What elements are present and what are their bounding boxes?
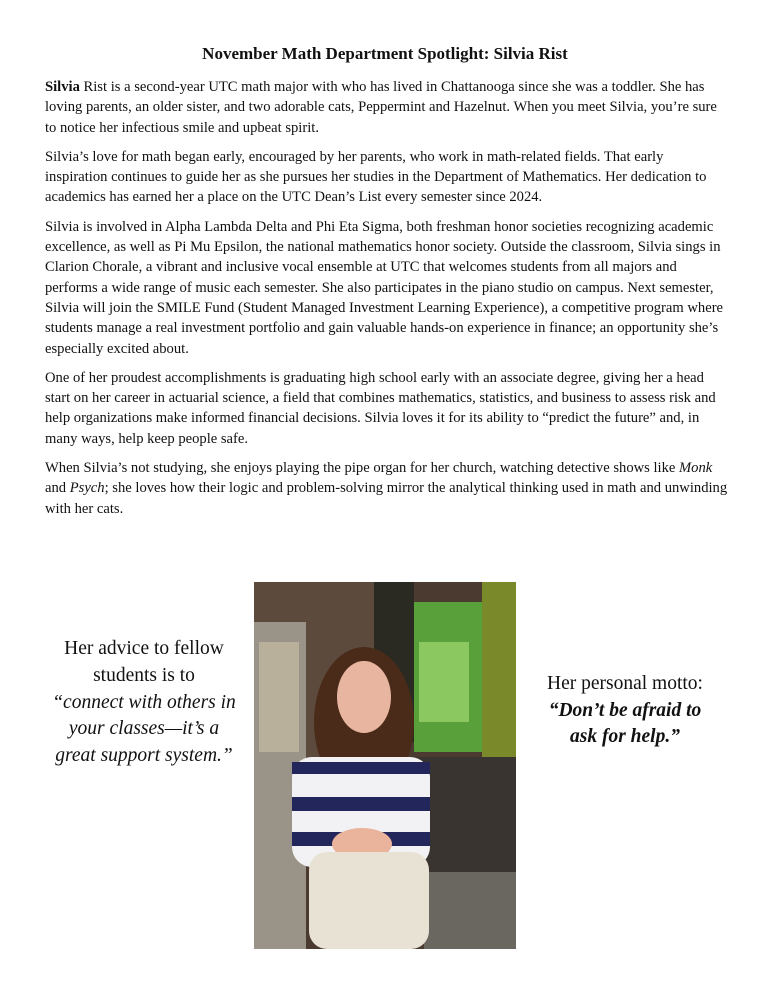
motto-intro: Her personal motto: (547, 673, 703, 694)
paragraph-text: When Silvia’s not studying, she enjoys playing the pipe organ for her church, watching detective shows like (45, 460, 680, 477)
advice-text: “connect with others in your classes—it’s a great support system.” (52, 691, 236, 767)
article-body (45, 77, 729, 528)
advice-quote (48, 636, 240, 770)
paragraph-hobbies (45, 458, 729, 519)
paragraph-math-love: Silvia’s love for math began early, encouraged by her parents, who work in math-related fields. That early inspiration continues to guide her as she pursues her studies in the Department of Mathematics. Her dedication to academics has earned her a place on the UTC Dean’s List every semester since 2024. (45, 148, 707, 206)
paragraph-text: Rist is a second-year UTC math major with who has lived in Chattanooga since she was a toddler. She has loving parents, an older sister, and two adorable cats, Peppermint and Hazelnut. When you meet Silvia, you’re sure to notice her infectious smile and upbeat spirit. (45, 79, 717, 136)
paragraph-text: ; she loves how their logic and problem-solving mirror the analytical thinking used in math and unwinding with her cats. (45, 480, 728, 517)
paragraph-text: and (45, 480, 70, 497)
show-title: Psych (69, 480, 105, 497)
portrait-photo (254, 582, 516, 949)
motto-quote (535, 671, 715, 751)
paragraph-intro (45, 77, 729, 138)
show-title: Monk (679, 460, 713, 477)
motto-text: “Don’t be afraid to ask for help.” (548, 699, 702, 747)
paragraph-activities: Silvia is involved in Alpha Lambda Delta and Phi Eta Sigma, both freshman honor societies recognizing academic excellence, as well as Pi Mu Epsilon, the national mathematics honor society. Outside the classroom, Silvia sings in Clarion Chorale, a vibrant and inclusive vocal ensemble at UTC that welcomes students from all majors and performs a wide range of music each semester. She also participates in the piano studio on campus. Next semester, Silvia will join the SMILE Fund (Student Managed Investment Learning Experience), a competitive program where students manage a real investment portfolio and gain valuable hands-on experience in finance; an opportunity she’s especially excited about. (45, 218, 724, 357)
paragraph-accomplishments: One of her proudest accomplishments is graduating high school early with an associate degree, giving her a head start on her career in actuarial science, a field that combines mathematics, statistics, and business to assess risk and help organizations make informed financial decisions. Silvia loves it for its ability to “predict the future” and, in many ways, help keep people safe. (45, 369, 716, 447)
page-title: November Math Department Spotlight: Silvia Rist (202, 44, 568, 63)
advice-intro: Her advice to fellow students is to (64, 638, 224, 686)
name-bold: Silvia (45, 79, 80, 95)
